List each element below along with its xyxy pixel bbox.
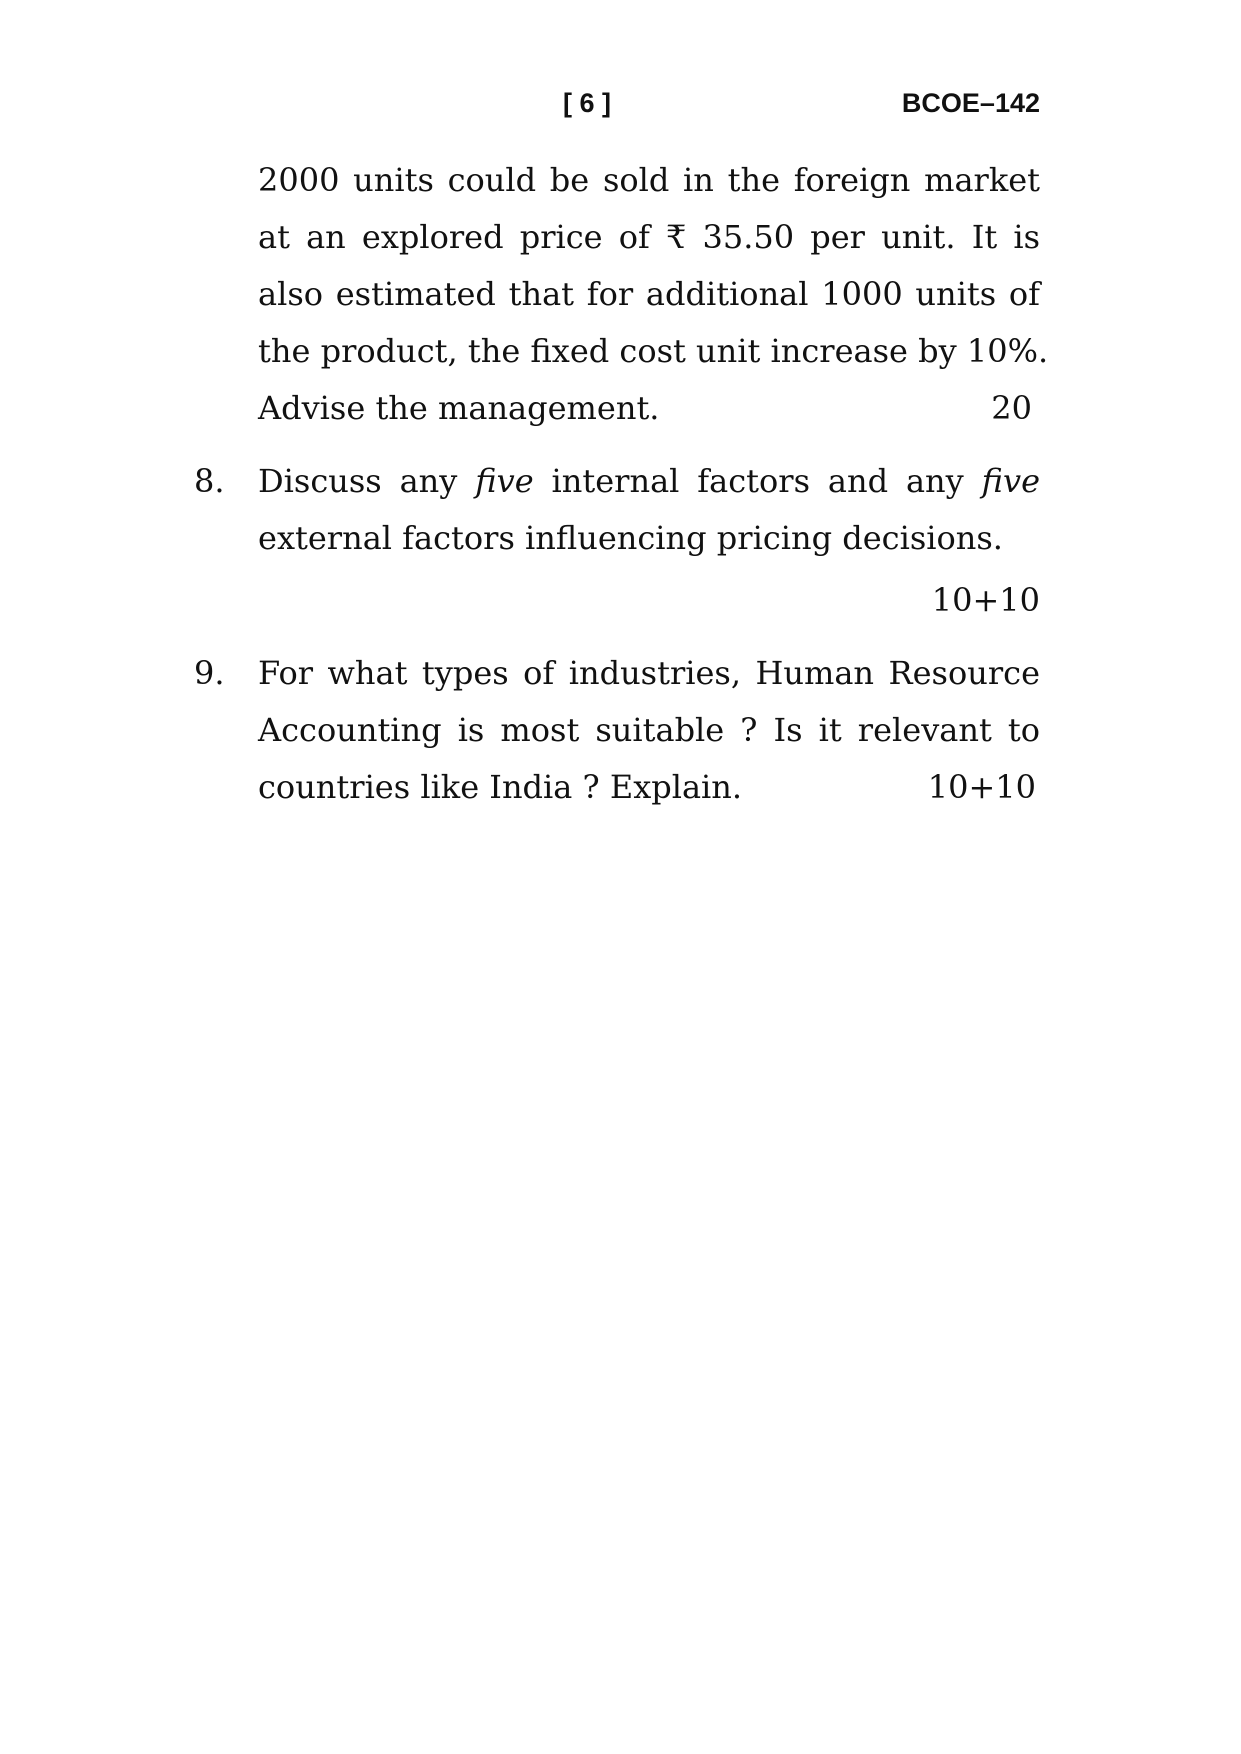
q7-line-3: also estimated that for additional 1000 units of — [258, 275, 1040, 313]
q7-marks: 20 — [991, 389, 1032, 427]
q7-line-2: at an explored price of ₹ 35.50 per unit. It is — [258, 218, 1040, 256]
q9-line-3 — [258, 767, 1040, 807]
q9-line-2: Accounting is most suitable ? Is it relevant to — [258, 711, 1040, 749]
q7-line-1: 2000 units could be sold in the foreign market — [258, 161, 1040, 199]
paper-code: BCOE–142 — [901, 88, 1040, 118]
q8-number: 8. — [194, 462, 225, 500]
q8-marks: 10+10 — [931, 581, 1040, 619]
q7-closing-text: Advise the management. — [258, 389, 660, 427]
q7-line-5 — [258, 388, 1040, 428]
q8-text-a: Discuss any — [258, 462, 476, 500]
q9-marks: 10+10 — [927, 768, 1036, 806]
page-header — [0, 88, 1241, 128]
q8-line-1 — [258, 461, 1040, 501]
page-number: [ 6 ] — [563, 88, 612, 118]
q8-text-b: internal factors and any — [533, 462, 982, 500]
q7-line-4: the product, the fixed cost unit increase by 10%. — [258, 332, 1049, 370]
q8-emphasis-2: five — [981, 462, 1040, 500]
q8-emphasis-1: five — [475, 462, 534, 500]
q9-closing-text: countries like India ? Explain. — [258, 768, 743, 806]
q9-number: 9. — [194, 654, 225, 692]
q9-line-1: For what types of industries, Human Resource — [258, 654, 1040, 692]
q8-line-2: external factors influencing pricing decisions. — [258, 519, 1003, 557]
